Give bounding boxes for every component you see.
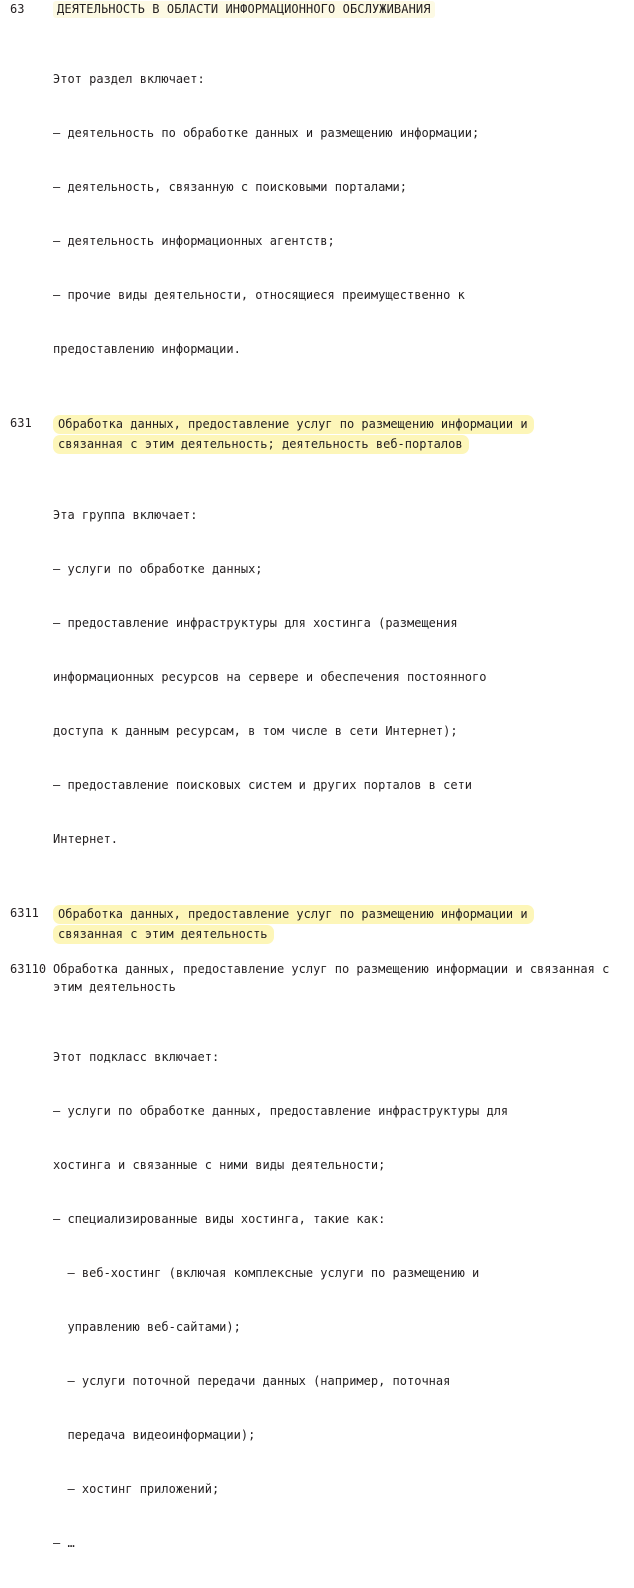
desc-line: доступа к данным ресурсам, в том числе в сети Интернет); — [53, 724, 458, 738]
entry-code-63110: 63110 — [10, 962, 47, 976]
entry-body-63110 — [53, 960, 634, 996]
desc-line: – деятельность по обработке данных и размещению информации; — [53, 126, 480, 140]
entry-title-6311-wrapper — [53, 904, 598, 944]
entry-code-63: 63 — [10, 2, 25, 16]
desc-line: передача видеоинформации); — [53, 1428, 256, 1442]
desc-line: хостинга и связанные с ними виды деятельности; — [53, 1158, 386, 1172]
desc-line: Интернет. — [53, 832, 119, 846]
entry-title-63110: Обработка данных, предоставление услуг по размещению информации и связанная с этим деятельность — [53, 962, 610, 994]
spacer — [0, 884, 634, 904]
entry-63 — [0, 0, 634, 18]
entry-63110-description-row — [0, 1012, 634, 1588]
entry-63110-description-body — [53, 1012, 634, 1588]
desc-line: – услуги поточной передачи данных (например, поточная — [53, 1374, 451, 1388]
entry-title-631: Обработка данных, предоставление услуг по размещению информации и связанная с этим деятельность; деятельность веб-порталов — [53, 415, 534, 454]
desc-line: – прочие виды деятельности, относящиеся преимущественно к — [53, 288, 465, 302]
desc-line: – хостинг приложений; — [53, 1482, 220, 1496]
spacer — [0, 18, 634, 34]
entry-63-description — [53, 34, 577, 394]
entry-title-63-wrapper — [53, 0, 624, 18]
entry-code-6311: 6311 — [10, 906, 39, 920]
entry-631-description — [53, 470, 577, 884]
desc-line: информационных ресурсов на сервере и обеспечения постоянного — [53, 670, 487, 684]
entry-631-description-row — [0, 470, 634, 884]
entry-63110 — [0, 960, 634, 996]
desc-line: – деятельность, связанную с поисковыми порталами; — [53, 180, 408, 194]
entry-title-6311: Обработка данных, предоставление услуг по размещению информации и связанная с этим деятельность — [53, 905, 534, 944]
spacer — [0, 996, 634, 1012]
desc-line: – специализированные виды хостинга, такие как: — [53, 1212, 386, 1226]
entry-63-description-body — [53, 34, 634, 394]
desc-line: Эта группа включает: — [53, 508, 198, 522]
desc-line: – … — [53, 1536, 75, 1550]
desc-line: Этот подкласс включает: — [53, 1050, 220, 1064]
spacer — [0, 944, 634, 960]
spacer — [0, 394, 634, 414]
entry-631-description-body — [53, 470, 634, 884]
desc-line: – услуги по обработке данных, предоставление инфраструктуры для — [53, 1104, 509, 1118]
entry-body-631 — [53, 414, 634, 454]
entry-code-631: 631 — [10, 416, 32, 430]
desc-line: – веб-хостинг (включая комплексные услуги по размещению и — [53, 1266, 480, 1280]
desc-line: – предоставление инфраструктуры для хостинга (размещения — [53, 616, 458, 630]
entry-63110-description — [53, 1012, 577, 1588]
desc-line: – деятельность информационных агентств; — [53, 234, 335, 248]
desc-line: – услуги по обработке данных; — [53, 562, 263, 576]
entry-body-6311 — [53, 904, 634, 944]
entry-6311 — [0, 904, 634, 944]
spacer — [0, 454, 634, 470]
entry-631 — [0, 414, 634, 454]
desc-line: предоставлению информации. — [53, 342, 241, 356]
desc-line: управлению веб-сайтами); — [53, 1320, 241, 1334]
entry-body-63 — [53, 0, 634, 18]
entry-title-63: ДЕЯТЕЛЬНОСТЬ В ОБЛАСТИ ИНФОРМАЦИОННОГО ОБСЛУЖИВАНИЯ — [53, 1, 435, 18]
entry-title-631-wrapper — [53, 414, 598, 454]
entry-63-description-row — [0, 34, 634, 394]
desc-line: Этот раздел включает: — [53, 72, 205, 86]
desc-line: – предоставление поисковых систем и других порталов в сети — [53, 778, 473, 792]
